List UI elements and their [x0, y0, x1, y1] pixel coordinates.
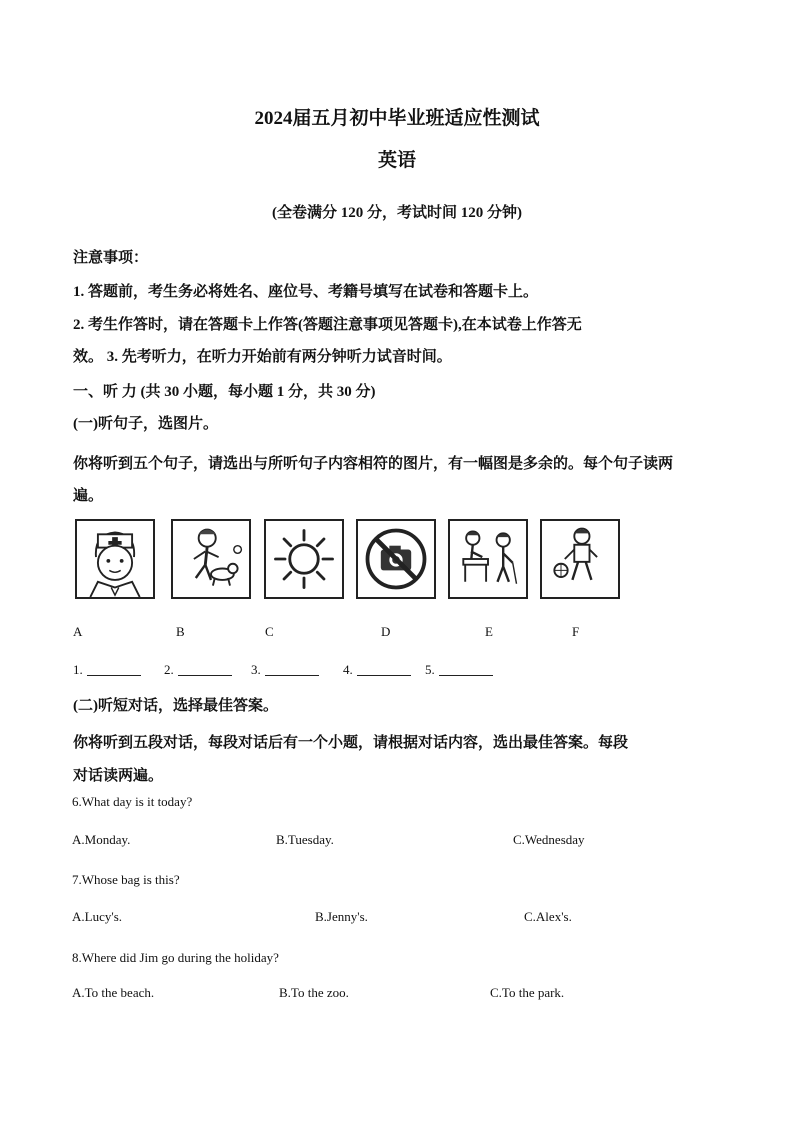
score-note: (全卷满分 120 分，考试时间 120 分钟): [272, 205, 522, 221]
picture-c: [264, 519, 344, 599]
question-8-option-b[interactable]: B.To the zoo.: [279, 985, 349, 1000]
picture-label-a: A: [73, 624, 83, 639]
question-6-option-b[interactable]: B.Tuesday.: [276, 832, 334, 847]
answer-blank-1[interactable]: [73, 662, 141, 678]
boy-with-dog-icon: [173, 521, 249, 597]
question-6-option-c[interactable]: C.Wednesday: [513, 832, 585, 847]
picture-label-c: C: [265, 624, 274, 639]
section2-title: (二)听短对话，选择最佳答案。: [73, 698, 278, 714]
notice-heading: 注意事项：: [73, 250, 149, 266]
blank-number: 5.: [425, 662, 435, 677]
section2-instruction-line-1: 你将听到五段对话，每段对话后有一个小题，请根据对话内容，选出最佳答案。每段: [73, 735, 629, 751]
subject-title: 英语: [377, 150, 416, 171]
blank-number: 2.: [164, 662, 174, 677]
section2-instruction-line-2: 对话读两遍。: [73, 768, 164, 784]
picture-label-b: B: [176, 624, 185, 639]
exam-title: 2024届五月初中毕业班适应性测试: [254, 108, 540, 129]
notice-item-1: 1. 答题前，考生务必将姓名、座位号、考籍号填写在试卷和答题卡上。: [73, 284, 539, 300]
notice-item-2-line-1: 2. 考生作答时，请在答题卡上作答(答题注意事项见答题卡),在本试卷上作答无: [73, 317, 582, 333]
question-8-option-c[interactable]: C.To the park.: [490, 985, 565, 1000]
question-6-option-a[interactable]: A.Monday.: [72, 832, 131, 847]
picture-label-f: F: [572, 624, 580, 639]
no-camera-icon: [358, 521, 434, 597]
picture-b: [171, 519, 251, 599]
question-7-option-b[interactable]: B.Jenny's.: [315, 909, 368, 924]
question-7-option-a[interactable]: A.Lucy's.: [72, 909, 123, 924]
picture-d: [356, 519, 436, 599]
question-8-option-a[interactable]: A.To the beach.: [72, 985, 155, 1000]
blank-number: 1.: [73, 662, 83, 677]
question-8: 8.Where did Jim go during the holiday?: [72, 950, 279, 965]
picture-f: [540, 519, 620, 599]
blank-number: 4.: [343, 662, 353, 677]
boy-basketball-icon: [542, 521, 618, 597]
blank-number: 3.: [251, 662, 261, 677]
picture-label-d: D: [381, 624, 391, 639]
question-7-option-c[interactable]: C.Alex's.: [524, 909, 572, 924]
doctor-icon: [77, 521, 153, 597]
answer-blank-5[interactable]: [425, 662, 493, 678]
section1-title: (一)听句子，选图片。: [73, 416, 218, 432]
answer-blank-2[interactable]: [164, 662, 232, 678]
picture-a: [75, 519, 155, 599]
question-7: 7.Whose bag is this?: [72, 872, 180, 887]
notice-item-2-line-2: 效。 3. 先考听力，在听力开始前有两分钟听力试音时间。: [73, 349, 452, 365]
answer-blank-4[interactable]: [343, 662, 411, 678]
sun-icon: [266, 521, 342, 597]
question-6: 6.What day is it today?: [72, 794, 193, 809]
picture-label-e: E: [485, 624, 493, 639]
section1-instruction-line-2: 遍。: [73, 488, 104, 504]
answer-blank-3[interactable]: [251, 662, 319, 678]
section1-instruction-line-1: 你将听到五个句子，请选出与所听句子内容相符的图片，有一幅图是多余的。每个句子读两: [73, 456, 674, 472]
kids-cleaning-icon: [450, 521, 526, 597]
part1-heading: 一、听 力 (共 30 小题，每小题 1 分，共 30 分): [73, 384, 376, 400]
picture-e: [448, 519, 528, 599]
